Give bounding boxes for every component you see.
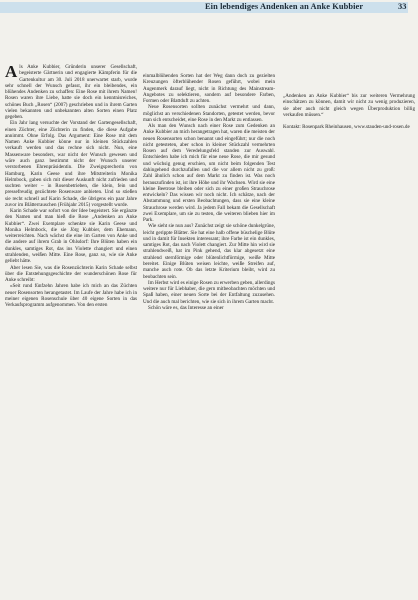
drop-cap: A: [5, 62, 18, 81]
paragraph: Ein Jahr lang versuchte der Vorstand der Gartengesellschaft, einen Züchter, eine Züchterin zu finden, die diese Aufgabe annimmt. Ohne Erfolg. Das Argument: Eine Rose mit dem Namen Anke Kubbier könne nur in kleinen Stückzahlen verkauft werden und das rechne sich nicht. Nun, eine Massenware besonders, war nicht der Wunsch gewesen und wäre auch ganz bestimmt nicht der Wunsch unserer verstorbenen Ehrenpräsidentin. Die Zweigsprecherin von Hamburg, Karin Geese und ihre Mitstreiterin Monika Helmbock, gaben sich mit dieser Auskunft nicht zufrieden und suchten weiter – in Rosenbetrieben, die klein, fein und pressefreudig gezüchtete Rosenware anbieten. Und so stießen sie recht schnell auf Karin Schade, die übrigens ein paar Jahre zuvor im Blätterrauschen (Frühjahr 2015) vorgestellt wurde.: [5, 120, 137, 208]
paragraph: Wie sieht sie nun aus? Zunächst zeigt sie schöne dunkelgrüne, leicht gerippte Blätter. Sie hat eine halb offene büschelige Blüte und in damit für Insekten interessant; ihre Farbe ist ein dunkles, samtiges Rot, das nach Violett changiert. Zur Mitte hin wird sie strahlendweiß, hat im Pink gehend, das klar abgesetzt eine strahlend sternförmige oder blütenlichtförmige, weiße Mitte bereitet. Einige Blüten weisen leichte, weiße Streifen auf, manche auch rote. Ob das letzte Kriterium bleibt, wird zu beobachten sein.: [143, 223, 275, 280]
article-running-title: Ein lebendiges Andenken an Anke Kubbier: [205, 2, 364, 11]
paragraph: einmalblühenden Sorten hat der Weg dann doch zu gezielten Kreuzungen öfterblühender Rosen geführt, wobei mein Augenmerk darauf liegt, nicht in Richtung des Mainstream-Angebotes zu selektieren, sondern auf besondere Farben, Formen oder Blattduft zu achten.: [143, 73, 275, 105]
text-column-3: [283, 93, 415, 131]
paragraph: »Seit rund fünfzehn Jahren habe ich mich an das Züchten neuer Rosensorten herangetastet. Im Laufe der Jahre habe ich in meiner eigenen Rosenschule über 40 eigene Sorten in das Verkaufsprogramm aufgenommen. Von den ersten: [5, 283, 137, 309]
paragraph: Schön wäre es, das Interesse an einer: [148, 304, 224, 311]
paragraph: Als Anke Kubbier, Gründerin unserer Gesellschaft, begeisterte Gärtnerin und engagierte Kämpferin für die Gartenkultur am 30. Juli 2018 unerwartet starb, wurde sehr schnell der Wunsch gefasst, ihr ein bleibendes, ein blühendes Andenken zu schaffen: Eine Rose mit ihrem Namen! Rosen waren ihre Liebe, hatte sie doch ein kenntnisreiches, schönes Buch „Rosen“ (2007) geschrieben und in ihrem Garten vielen bekannten und unbekannten alten Sorten einen Platz gegeben.: [5, 62, 137, 121]
paragraph: Im Herbst wird es einige Rosen zu erwerben geben, allerdings weitere nur für Liebhaber, die gern mitbeobachten möchten und Spaß haben, einer neuen Sorte bei der Entfaltung zuzusehen. Und die auch mal berichten, wie sie sich in ihrem Garten macht.: [143, 279, 275, 305]
contact-line: Kontakt: Rosenpark Rheinhausen, www.stauden-und-rosen.de: [283, 124, 410, 131]
page-number: 33: [398, 2, 407, 11]
paragraph: Karin Schade war sofort von der Idee begeistert. Sie ergänzte den Namen und man hieß die Rose „Andenken an Anke Kubbier“. Zwei Exemplare schenkte sie Karin Geese und Monika Helmbock, die sie Jörg Kubbier, dem Ehemann, weiterreichten. Nach wächst die eine im Garten von Anke und die andere auf ihrem Grab in Ohlsdorf: Ihre Blüten haben ein dunkles, samtiges Rot, das ins Violette changiert und einen strahlenden, weißen Mitte. Eine Rose, ganz so, wie sie Anke geliebt hätte.: [5, 208, 137, 265]
text-column-2: [143, 73, 275, 311]
paragraph: Als man den Wunsch nach einer Rose zum Gedenken an Anke Kubbier an mich herangetragen hat, waren die meisten der neuen Rosensorten schon benannt und eingeführt; nur die noch nicht getesteten, aber schon in kleiner Stückzahl vermehrten Rosen auf dem Veredelungsfeld standen zur Auswahl. Entschieden habe ich mich für eine neue Rose, die mir gesund und wüchsig genug erschien, um nicht beim folgenden Test dahingehend durchzufallen und die vor allem nicht zu groß: Zahl ähnlich schon auf dem Markt zu finden ist. Was noch herauszufinden ist, ist ihre Höhe und ihr Wachsen. Wird sie eine kleine Beetrose bleiben oder sich zu einer großen Strauchrose entwickeln? Das wissen wir noch nicht. Ich schätze, nach der Abstammung und ersten Beobachtungen, dass sie eine kleine Strauchrose werden wird. Ja jedem Fall bekam die Gesellschaft zwei Exemplare, um sie zu testen, die weiteren blieben hier im Park.: [143, 123, 275, 224]
text-column-1: [5, 64, 137, 308]
paragraph: Neue Rosensorten sollten zunächst vermehrt und dann, möglichst an verschiedenen Standorten, getestet werden, bevor man sich entscheidet, eine Rose in den Markt zu entlassen.: [143, 104, 275, 123]
paragraph: Aber lesen Sie, was die Rosenzüchterin Karin Schade selbst über die Entstehungsgeschichte der wunderschönen Rose für Anke schreibt:: [5, 264, 137, 284]
paragraph: „Andenken an Anke Kubbier“ bis zur weiteren Vermehrung einschätzen zu können, damit wir nicht zu wenig produzieren, sie aber auch nicht gleich wegen Überproduktion billig verkaufen müssen.“: [283, 93, 415, 118]
page-header: [0, 0, 418, 14]
